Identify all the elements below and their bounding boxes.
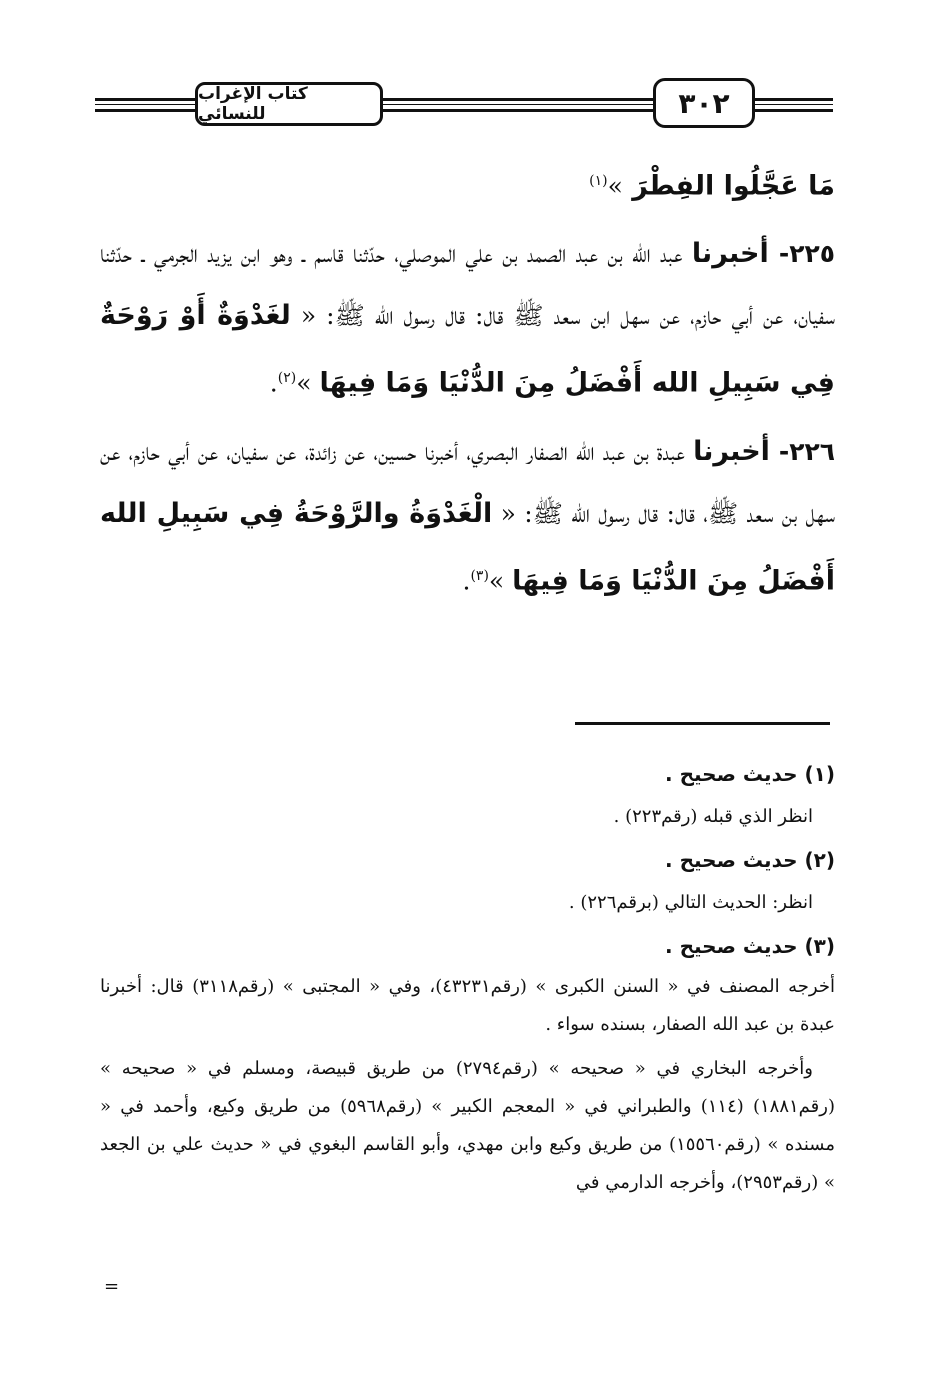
hadith-225-period: . xyxy=(269,368,278,398)
hadith-226-number: ٢٢٦- xyxy=(769,436,835,466)
footnote-ref-1: (١) xyxy=(589,173,608,189)
page-header xyxy=(95,78,833,134)
hadith-225-matn: لغَدْوَةٌ أَوْ رَوْحَةٌ فِي سَبِيلِ الله أَفْضَلُ مِنَ الدُّنْيَا وَمَا فِيهَا xyxy=(100,300,835,399)
hadith-226-close-quote: » xyxy=(488,565,513,595)
hadith-226-matn: الْغَدْوَةُ والرَّوْحَةُ فِي سَبِيلِ الله أَفْضَلُ مِنَ الدُّنْيَا وَمَا فِيهَا xyxy=(100,497,835,596)
hadith-225 xyxy=(100,223,835,414)
hadith-225-number: ٢٢٥- xyxy=(768,239,835,269)
footnote-ref-2: (٢) xyxy=(277,370,297,387)
hadith-226-isnad: عبدة بن عبد الله الصفار البصري، أخبرنا حسين، عن زائدة، عن سفيان، عن أبي حازم، عن سهل بن سعد ﷺ، قال: قال رسول الله ﷺ: « xyxy=(100,436,835,528)
hadith-224-ending xyxy=(100,150,835,217)
footnote-ref-3: (٣) xyxy=(470,567,489,584)
hadith-225-isnad: عبد الله بن عبد الصمد بن علي الموصلي، حدّثنا قاسم ـ وهو ابن يزيد الجرمي ـ حدّثنا سفيان، عن أبي حازم، عن سهل ابن سعد ﷺ قال: قال رسول الله ﷺ: « xyxy=(100,239,835,331)
footnote-separator xyxy=(575,722,830,725)
footnote-1-heading: (١) حديث صحيح . xyxy=(665,762,835,786)
footnote-3-paragraph-1: أخرجه المصنف في « السنن الكبرى » (رقم٤٣٢٣١)، وفي « المجتبى » (رقم٣١١٨) قال: أخبرنا عبدة بن عبد الله الصفار، بسنده سواء . xyxy=(100,976,835,1035)
closing-quote: » xyxy=(607,171,623,201)
footnote-3-paragraph-2: وأخرجه البخاري في « صحيحه » (رقم٢٧٩٤) من طريق قبيصة، ومسلم في « صحيحه » (رقم١٨٨١) (١١٤) والطبراني في « المعجم الكبير » (رقم٥٩٦٨) من طريق وكيع، وأحمد في « مسنده » (رقم١٥٥٦٠) من طريق وكيع وابن مهدي، وأبو القاسم البغوي في « حديث علي بن الجعد » (رقم٢٩٥٣)، وأخرجه الدارمي في xyxy=(100,1058,836,1193)
page-number: ٣٠٢ xyxy=(653,78,755,128)
footnote-1-body: انظر الذي قبله (رقم٢٢٣) . xyxy=(613,806,813,827)
footnote-3-heading: (٣) حديث صحيح . xyxy=(665,934,835,958)
hadith-225-akhbarana: أخبرنا xyxy=(691,238,769,270)
hadith-225-close-quote: » xyxy=(296,368,320,398)
footnote-2-body: انظر: الحديث التالي (برقم٢٢٦) . xyxy=(568,892,813,913)
hadith-224-bold-text: مَا عَجَّلُوا الفِطْرَ xyxy=(622,170,835,202)
book-title: كتاب الإغراب للنسائي xyxy=(195,82,383,126)
footnote-2-heading: (٢) حديث صحيح . xyxy=(665,848,835,872)
continued-mark: = xyxy=(104,1276,120,1297)
main-text xyxy=(100,150,835,612)
hadith-226-period: . xyxy=(462,565,471,595)
hadith-226-akhbarana: أخبرنا xyxy=(693,435,770,467)
hadith-226 xyxy=(100,421,835,612)
footnotes xyxy=(100,752,835,1202)
